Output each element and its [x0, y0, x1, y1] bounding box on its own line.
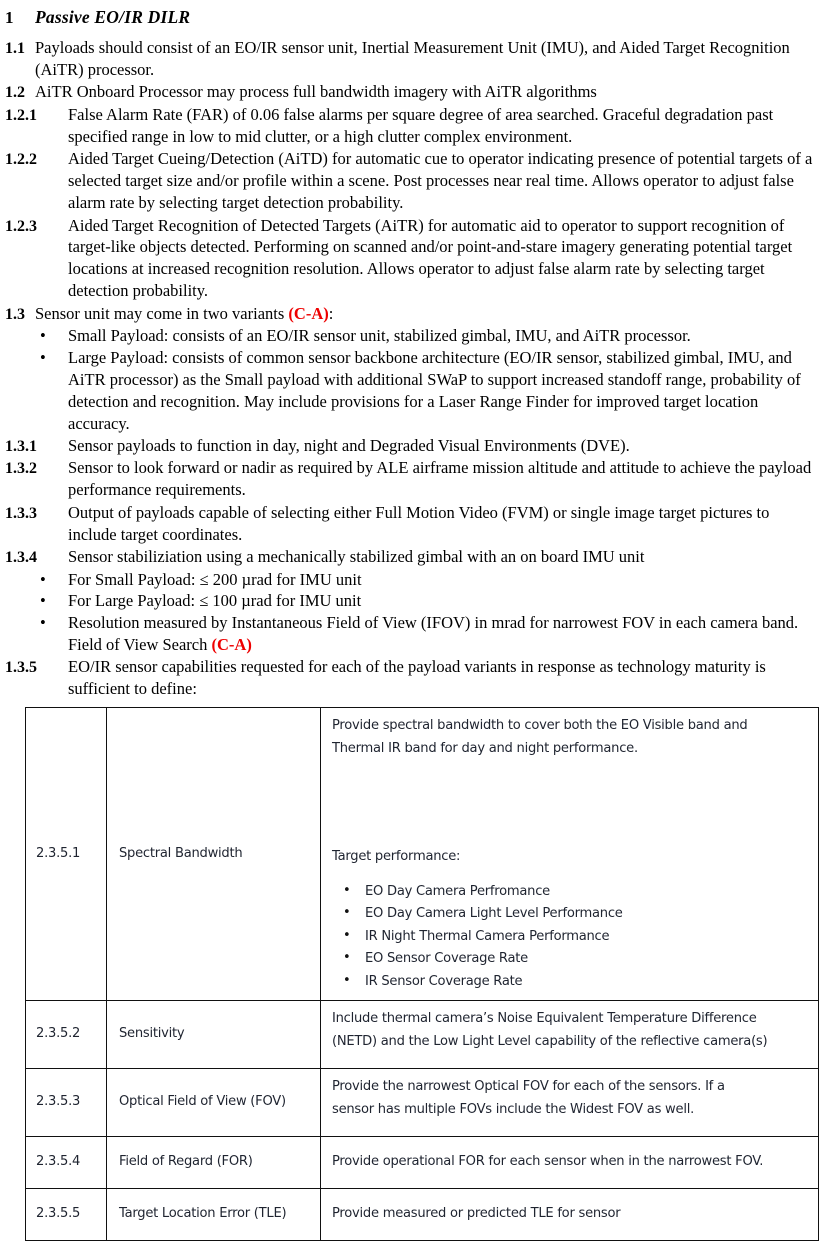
- outline-text: Aided Target Cueing/Detection (AiTD) for automatic cue to operator indicating presence of potential targets of a selected target size and/or profile within a scene. Post processes near real time. Allows operator to adjust false alarm rate by selecting target detection probability.: [68, 149, 813, 213]
- outline-text: Sensor stabiliziation using a mechanically stabilized gimbal with an on board IMU unit: [68, 547, 645, 567]
- table-cell-id: 2.3.5.2: [26, 1001, 107, 1069]
- table-row: [26, 1137, 819, 1189]
- table-cell-description: Provide operational FOR for each sensor when in the narrowest FOV.: [321, 1137, 819, 1189]
- table-cell-id: 2.3.5.5: [26, 1189, 107, 1241]
- outline-item-1-3-4: [5, 546, 821, 568]
- outline-text: AiTR Onboard Processor may process full bandwidth imagery with AiTR algorithms: [35, 82, 597, 102]
- table-cell-name: Spectral Bandwidth: [107, 708, 321, 1001]
- table-cell-description: [321, 1001, 819, 1069]
- outline-item-1-2-2: [5, 148, 821, 214]
- table-cell-name: Optical Field of View (FOV): [107, 1069, 321, 1137]
- outline-item-1-3-2: [5, 457, 821, 501]
- outline-text: Sensor to look forward or nadir as required by ALE airframe mission altitude and attitude to achieve the payload performance requirements.: [68, 458, 812, 500]
- outline-text: Payloads should consist of an EO/IR sensor unit, Inertial Measurement Unit (IMU), and Aided Target Recognition (AiTR) processor.: [35, 38, 790, 79]
- list-item: [5, 612, 821, 656]
- table-cell-name: Sensitivity: [107, 1001, 321, 1069]
- table-cell-id: 2.3.5.3: [26, 1069, 107, 1137]
- outline-text: False Alarm Rate (FAR) of 0.06 false alarms per square degree of area searched. Graceful degradation past specified range in low to mid clutter, or a high clutter complex environment.: [68, 104, 774, 146]
- table-cell-description: [321, 708, 819, 1001]
- list-item-label: For Small Payload: ≤ 200 µrad for IMU unit: [68, 569, 362, 589]
- list-item-label: Large Payload: consists of common sensor backbone architecture (EO/IR sensor, stabilized gimbal, IMU, and AiTR processor) as the Small payload with additional SWaP to support increased standoff range, probability of detection and recognition. May include provisions for a Laser Range Finder for improved target location accuracy.: [68, 348, 801, 433]
- description-paragraph: [332, 1008, 810, 1053]
- description-line: (NETD) and the Low Light Level capability of the reflective camera(s): [332, 1033, 768, 1049]
- list-item-text: Resolution measured by Instantaneous Field of View (IFOV) in mrad for narrowest FOV in each camera band. Field of View Search: [68, 613, 799, 655]
- outline-number: 1.3.2: [5, 460, 37, 478]
- description-bullet-list: [332, 881, 810, 994]
- outline-number: 1.3.4: [5, 549, 37, 567]
- list-item: [5, 347, 821, 435]
- section-heading-1: [5, 7, 821, 28]
- table-row: [26, 1001, 819, 1069]
- table-cell-id: 2.3.5.4: [26, 1137, 107, 1189]
- table-cell-description: Provide measured or predicted TLE for sensor: [321, 1189, 819, 1241]
- outline-text: Sensor payloads to function in day, night and Degraded Visual Environments (DVE).: [68, 435, 630, 455]
- outline-item-1-2: [5, 81, 821, 103]
- outline-text: Output of payloads capable of selecting either Full Motion Video (FVM) or single image target pictures to include target coordinates.: [68, 502, 770, 544]
- list-item: • EO Day Camera Light Level Performance: [332, 903, 810, 926]
- description-paragraph: [332, 715, 810, 760]
- outline-number: 1.1: [5, 40, 25, 57]
- outline-item-1-3-5: [5, 656, 821, 700]
- cell-spacer: [332, 760, 810, 846]
- change-annotation: (C-A): [211, 635, 252, 655]
- description-line: sensor has multiple FOVs include the Widest FOV as well.: [332, 1101, 695, 1117]
- list-item: [5, 590, 821, 612]
- section-heading-number: 1: [5, 8, 14, 27]
- outline-text: [35, 303, 821, 325]
- outline-number: 1.2.2: [5, 151, 37, 169]
- table-cell-name: Field of Regard (FOR): [107, 1137, 321, 1189]
- outline-text-trail: :: [328, 303, 334, 323]
- outline-text: EO/IR sensor capabilities requested for each of the payload variants in response as technology maturity is sufficient to define:: [68, 657, 766, 699]
- table-cell-id: 2.3.5.1: [26, 708, 107, 1001]
- table-row: [26, 1069, 819, 1137]
- bullet-icon: •: [40, 326, 46, 346]
- description-line: Provide the narrowest Optical FOV for each of the sensors. If a: [332, 1079, 725, 1095]
- requirements-table: [25, 707, 819, 1241]
- outline-text-lead: Sensor unit may come in two variants: [35, 303, 289, 323]
- description-paragraph: [332, 846, 810, 869]
- outline-number: 1.3: [5, 305, 25, 323]
- list-item-label: [68, 612, 821, 656]
- list-item: • EO Day Camera Perfromance: [332, 881, 810, 904]
- outline-number: 1.2.3: [5, 217, 37, 235]
- table-cell-name: Target Location Error (TLE): [107, 1189, 321, 1241]
- change-annotation: (C-A): [288, 303, 329, 323]
- list-item: • EO Sensor Coverage Rate: [332, 948, 810, 971]
- outline-number: 1.2: [5, 84, 25, 102]
- list-item: • IR Night Thermal Camera Performance: [332, 926, 810, 949]
- description-paragraph: [332, 1076, 810, 1121]
- bullet-icon: •: [40, 348, 46, 368]
- table-row: [26, 1189, 819, 1241]
- outline-number: 1.3.1: [5, 437, 37, 455]
- description-line: Include thermal camera’s Noise Equivalent Temperature Difference: [332, 1011, 757, 1027]
- outline-number: 1.3.3: [5, 504, 37, 522]
- list-item-label: Small Payload: consists of an EO/IR sensor unit, stabilized gimbal, IMU, and AiTR processor.: [68, 326, 691, 346]
- outline-number: 1.3.5: [5, 659, 37, 677]
- list-item: [5, 325, 821, 347]
- outline-item-1-1: [5, 37, 821, 81]
- section-heading-title: Passive EO/IR DILR: [35, 7, 191, 27]
- list-item-label: For Large Payload: ≤ 100 µrad for IMU unit: [68, 591, 362, 611]
- bullet-icon: •: [40, 613, 46, 633]
- table-cell-description: [321, 1069, 819, 1137]
- description-line: Target performance:: [332, 849, 461, 865]
- outline-number: 1.2.1: [5, 106, 37, 124]
- description-line: Thermal IR band for day and night performance.: [332, 740, 638, 756]
- outline-item-1-3-3: [5, 502, 821, 546]
- list-item: [5, 569, 821, 591]
- list-item: • IR Sensor Coverage Rate: [332, 971, 810, 994]
- outline-text: Aided Target Recognition of Detected Targets (AiTR) for automatic aid to operator to support recognition of target-like objects detected. Performing on scanned and/or point-and-stare imagery generating potential target locations at increased recognition resolution. Allows operator to adjust false alarm rate by selecting target detection probability.: [68, 215, 793, 301]
- outline-item-1-2-3: [5, 215, 821, 303]
- outline-item-1-3-1: [5, 435, 821, 457]
- bullet-icon: •: [40, 591, 46, 611]
- table-row: [26, 708, 819, 1001]
- outline-item-1-3: [5, 303, 821, 325]
- description-line: Provide spectral bandwidth to cover both the EO Visible band and: [332, 718, 748, 734]
- bullet-icon: •: [40, 569, 46, 589]
- outline-item-1-2-1: [5, 104, 821, 148]
